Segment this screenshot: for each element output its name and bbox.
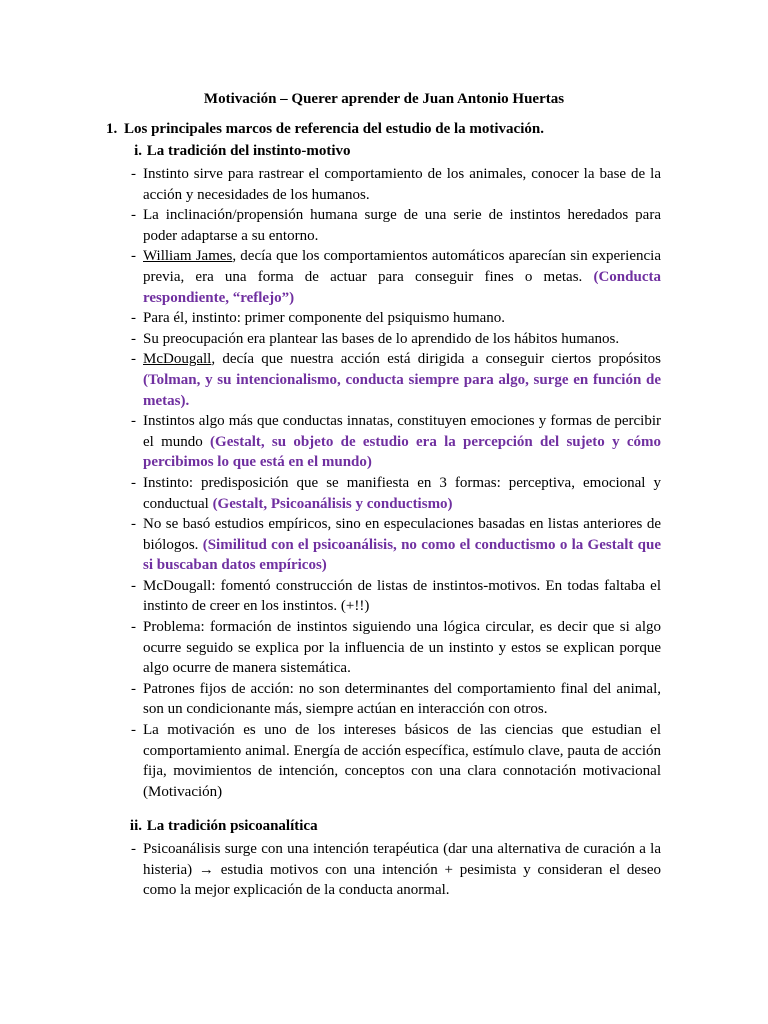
section-heading-1 [106,121,544,138]
subsection-number: i. [134,143,142,159]
subsection-number: ii. [129,818,142,834]
list-item: - Instintos algo más que conductas innatas, constituyen emociones y formas de percibir el mundo (Gestalt, su objeto de estudio era la percepción del sujeto y cómo percibimos lo que está en el mundo) [131,413,661,471]
author-name: McDougall [143,351,212,368]
instinct-motive-list [131,164,661,802]
author-name: William James [143,248,233,265]
list-item: - Para él, instinto: primer componente del psiquismo humano. [131,310,506,327]
section-heading-text: Los principales marcos de referencia del estudio de la motivación. [124,121,544,137]
subsection-heading-text: La tradición psicoanalítica [146,818,318,834]
list-item: - No se basó estudios empíricos, sino en especulaciones basadas en listas anteriores de biólogos. (Similitud con el psicoanálisis, no como el conductismo o la Gestalt que si buscaban datos empíricos) [131,516,661,574]
highlight-note: (Gestalt, su objeto de estudio era la percepción del sujeto y cómo percibimos lo que está en el mundo) [143,433,661,471]
list-item: - William James, decía que los comportamientos automáticos aparecían sin experiencia previa, era una forma de actuar para conseguir fines o metas. (Conducta respondiente, “reflejo”) [131,248,661,306]
highlight-note: (Gestalt, Psicoanálisis y conductismo) [212,495,453,512]
list-item: - Psicoanálisis surge con una intención terapéutica (dar una alternativa de curación a la histeria) → estudia motivos con una intención + pesimista y consideran el deseo como la mejor explicación de la conducta anormal. [131,841,661,899]
subsection-heading-ii [120,818,318,835]
list-item: - McDougall, decía que nuestra acción está dirigida a conseguir ciertos propósitos (Tolman, y su intencionalismo, conducta siempre para algo, surge en función de metas). [131,351,661,409]
list-item: - Instinto: predisposición que se manifiesta en 3 formas: perceptiva, emocional y conductual (Gestalt, Psicoanálisis y conductismo) [131,474,661,512]
document-title: Motivación – Querer aprender de Juan Antonio Huertas [203,91,565,107]
list-item: - Problema: formación de instintos siguiendo una lógica circular, es decir que si algo ocurre seguido se explica por la influencia de un instinto y estos se explican porque algo ocurre de manera sistemática. [131,619,661,677]
list-item: - McDougall: fomentó construcción de listas de instintos-motivos. En todas faltaba el instinto de creer en los instintos. (+!!) [131,577,661,615]
list-item: - Patrones fijos de acción: no son determinantes del comportamiento final del animal, son un condicionante más, siempre actúan en interacción con otros. [131,680,661,718]
highlight-note: (Similitud con el psicoanálisis, no como el conductismo o la Gestalt que si buscaban datos empíricos) [143,536,661,574]
subsection-heading-text: La tradición del instinto-motivo [146,143,351,159]
highlight-note: (Tolman, y su intencionalismo, conducta siempre para algo, surge en función de metas). [143,371,661,409]
arrow-icon: → [198,861,214,878]
list-item: - La motivación es uno de los intereses básicos de las ciencias que estudian el comportamiento animal. Energía de acción específica, estímulo clave, pauta de acción fija, movimientos de intención, conceptos con una clara connotación motivacional (Motivación) [131,722,661,800]
psychoanalytic-list [131,839,661,901]
list-item: - Instinto sirve para rastrear el comportamiento de los animales, conocer la base de la acción y necesidades de los humanos. [131,166,661,203]
section-number: 1. [106,121,118,137]
list-item: - La inclinación/propensión humana surge de una serie de instintos heredados para poder adaptarse a su entorno. [131,207,661,244]
subsection-heading-i [120,143,351,160]
highlight-note: (Conducta respondiente, “reflejo”) [143,268,661,306]
list-item: - Su preocupación era plantear las bases de lo aprendido de los hábitos humanos. [131,330,620,347]
